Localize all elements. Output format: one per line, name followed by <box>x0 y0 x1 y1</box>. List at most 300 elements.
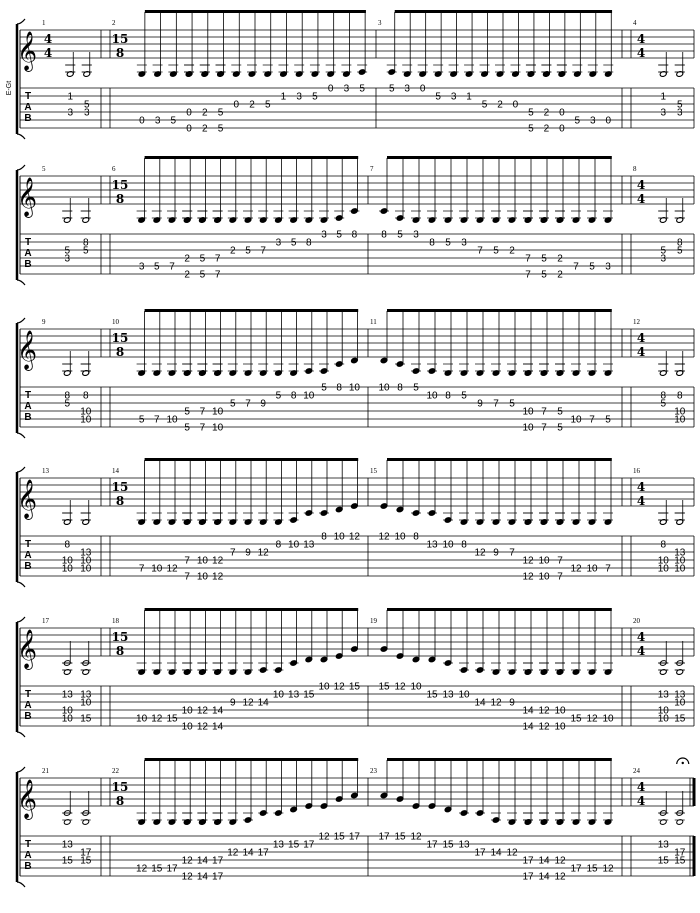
tab-clef-letter: T <box>24 839 32 850</box>
tab-fret-number: 9 <box>509 697 515 709</box>
tab-fret-number: 5 <box>528 123 534 135</box>
tab-fret-number: 12 <box>212 571 224 583</box>
tab-fret-number: 12 <box>196 705 208 717</box>
tab-fret-number: 3 <box>275 237 282 249</box>
tab-fret-number: 7 <box>199 422 206 434</box>
tab-fret-number: 0 <box>186 123 192 135</box>
tab-fret-number: 8 <box>82 237 89 249</box>
tab-fret-number: 17 <box>426 839 438 851</box>
tab-fret-number: 7 <box>245 398 251 410</box>
time-signature-top: 4 <box>636 331 646 345</box>
tab-fret-number: 5 <box>245 245 251 257</box>
measure-number: 11 <box>370 318 377 326</box>
treble-clef-icon: 𝄞 <box>16 479 38 519</box>
tab-fret-number: 8 <box>336 382 342 394</box>
tab-fret-number: 8 <box>429 237 435 249</box>
time-signature-top: 4 <box>636 480 646 494</box>
time-signature-top: 15 <box>111 480 129 494</box>
tab-fret-number: 13 <box>442 689 454 701</box>
tab-fret-number: 8 <box>413 531 419 543</box>
tab-fret-number: 15 <box>586 863 598 875</box>
measure-15 <box>370 458 613 583</box>
tab-clef-letter: T <box>24 539 32 550</box>
tab-clef-letter: T <box>24 91 32 102</box>
tab-fret-number: 15 <box>674 713 686 725</box>
measure-number: 10 <box>112 318 119 326</box>
tab-fret-number: 7 <box>557 571 563 583</box>
tab-fret-number: 5 <box>275 390 282 402</box>
tab-fret-number: 14 <box>490 847 502 859</box>
tab-fret-number: 17 <box>522 855 534 867</box>
tab-fret-number: 10 <box>554 705 566 717</box>
measure-number: 4 <box>633 19 637 27</box>
tab-fret-number: 5 <box>541 253 547 265</box>
measure-13 <box>42 467 92 575</box>
tab-fret-number: 8 <box>82 390 89 402</box>
tab-fret-number: 2 <box>202 123 208 135</box>
system-5 <box>17 608 694 737</box>
tab-fret-number: 14 <box>242 847 254 859</box>
measure-18 <box>112 608 361 733</box>
time-signature-top: 15 <box>111 630 129 644</box>
tab-fret-number: 5 <box>359 83 365 95</box>
measure-number: 15 <box>370 467 377 475</box>
tab-fret-number: 14 <box>522 705 534 717</box>
time-signature-bottom: 4 <box>636 794 646 808</box>
measure-number: 19 <box>370 617 377 625</box>
tab-fret-number: 13 <box>61 839 73 851</box>
measure-number: 21 <box>42 767 49 775</box>
measure-number: 24 <box>633 767 640 775</box>
tab-fret-number: 3 <box>343 83 350 95</box>
tab-fret-number: 7 <box>605 563 611 575</box>
measure-7 <box>370 156 613 281</box>
measure-14 <box>112 458 361 583</box>
tab-fret-number: 12 <box>538 705 550 717</box>
tab-fret-number: 10 <box>348 382 360 394</box>
tab-fret-number: 3 <box>605 261 611 273</box>
tab-fret-number: 12 <box>378 531 390 543</box>
tab-fret-number: 7 <box>541 406 547 418</box>
tab-fret-number: 7 <box>214 253 221 265</box>
tab-fret-number: 12 <box>522 555 534 567</box>
tab-fret-number: 3 <box>321 229 327 241</box>
tab-fret-number: 10 <box>288 539 300 551</box>
tab-fret-number: 15 <box>333 831 345 843</box>
tab-fret-number: 17 <box>212 871 224 883</box>
tab-fret-number: 2 <box>184 269 190 281</box>
tab-fret-number: 5 <box>170 115 177 127</box>
measure-number: 6 <box>112 165 116 173</box>
tab-fret-number: 10 <box>61 705 73 717</box>
tab-fret-number: 5 <box>605 414 611 426</box>
tab-fret-number: 17 <box>212 855 224 867</box>
tab-fret-number: 17 <box>474 847 486 859</box>
measure-9 <box>42 318 92 426</box>
tab-fret-number: 12 <box>602 863 614 875</box>
time-signature-bottom: 4 <box>636 644 646 658</box>
tab-fret-number: 3 <box>404 83 410 95</box>
bracket-hook-bottom <box>17 732 25 737</box>
tab-fret-number: 17 <box>166 863 178 875</box>
tab-fret-number: 5 <box>574 115 581 127</box>
beam <box>145 156 359 159</box>
tab-fret-number: 10 <box>212 406 224 418</box>
tab-fret-number: 12 <box>410 831 422 843</box>
tab-fret-number: 13 <box>674 547 686 559</box>
tab-fret-number: 5 <box>388 83 395 95</box>
tab-fret-number: 5 <box>528 107 534 119</box>
measure-17 <box>42 617 92 725</box>
bracket-hook-bottom <box>17 433 25 438</box>
tab-fret-number: 10 <box>657 713 669 725</box>
tab-fret-number: 5 <box>435 91 441 103</box>
tab-fret-number: 10 <box>80 406 92 418</box>
system-3 <box>17 309 694 438</box>
tab-fret-number: 12 <box>474 547 486 559</box>
measure-number: 18 <box>112 617 119 625</box>
instrument-label: E-Gt <box>6 80 13 96</box>
tab-fret-number: 10 <box>181 705 193 717</box>
tab-fret-number: 12 <box>196 721 208 733</box>
tab-fret-number: 17 <box>570 863 582 875</box>
tab-fret-number: 7 <box>509 547 515 559</box>
tab-fret-number: 8 <box>397 382 403 394</box>
tab-fret-number: 0 <box>233 99 240 111</box>
tab-fret-number: 10 <box>212 422 224 434</box>
tab-fret-number: 7 <box>154 414 160 426</box>
tab-fret-number: 10 <box>136 713 148 725</box>
tab-fret-number: 3 <box>83 107 90 119</box>
tab-fret-number: 14 <box>196 855 208 867</box>
tab-clef-letter: A <box>24 102 32 113</box>
tab-fret-number: 0 <box>559 107 565 119</box>
tab-fret-number: 17 <box>80 847 92 859</box>
tab-fret-number: 0 <box>559 123 565 135</box>
tab-fret-number: 5 <box>64 245 71 257</box>
measure-5 <box>42 165 91 265</box>
tab-fret-number: 8 <box>461 539 467 551</box>
tab-fret-number: 8 <box>445 390 451 402</box>
tab-fret-number: 10 <box>586 563 598 575</box>
tab-clef-letter: A <box>24 401 32 412</box>
treble-clef-icon: 𝄞 <box>16 177 38 217</box>
tab-fret-number: 3 <box>450 91 457 103</box>
tab-fret-number: 15 <box>348 681 360 693</box>
bracket-hook-top <box>17 318 25 323</box>
bracket-hook-bottom <box>17 582 25 587</box>
tab-fret-number: 14 <box>538 871 550 883</box>
tab-fret-number: 9 <box>230 697 236 709</box>
tab-fret-number: 5 <box>541 269 547 281</box>
tab-fret-number: 5 <box>83 99 90 111</box>
tab-fret-number: 13 <box>288 689 300 701</box>
measure-number: 12 <box>633 318 640 326</box>
tab-fret-number: 10 <box>426 390 438 402</box>
tab-fret-number: 10 <box>657 705 669 717</box>
tab-clef-letter: A <box>24 550 32 561</box>
tab-fret-number: 13 <box>80 689 92 701</box>
bracket-hook-bottom <box>17 134 25 139</box>
beam <box>387 309 612 312</box>
tab-fret-number: 10 <box>272 689 284 701</box>
tab-fret-number: 10 <box>378 382 390 394</box>
tab-fret-number: 13 <box>272 839 284 851</box>
tab-fret-number: 8 <box>306 237 312 249</box>
tab-fret-number: 10 <box>538 571 550 583</box>
measure-16 <box>633 467 686 575</box>
tab-clef-letter: B <box>24 412 32 423</box>
measure-12 <box>633 318 686 426</box>
tab-fret-number: 10 <box>522 422 534 434</box>
tab-fret-number: 5 <box>138 414 145 426</box>
system-2 <box>17 156 694 285</box>
tab-fret-number: 7 <box>184 571 190 583</box>
tab-fret-number: 7 <box>169 261 175 273</box>
tab-fret-number: 8 <box>676 390 683 402</box>
tab-fret-number: 15 <box>80 855 92 867</box>
time-signature-top: 15 <box>111 331 129 345</box>
fermata-dot <box>682 762 684 764</box>
measure-number: 13 <box>42 467 49 475</box>
time-signature-bottom: 4 <box>636 192 646 206</box>
tab-fret-number: 10 <box>80 563 92 575</box>
tab-clef-letter: B <box>24 711 32 722</box>
tab-fret-number: 2 <box>509 245 515 257</box>
tab-clef-letter: B <box>24 113 32 124</box>
tab-fret-number: 5 <box>217 107 224 119</box>
tab-fret-number: 10 <box>80 414 92 426</box>
tab-clef-letter: A <box>24 700 32 711</box>
tab-fret-number: 8 <box>676 237 683 249</box>
tab-fret-number: 5 <box>199 253 206 265</box>
bracket-hook-bottom <box>17 280 25 285</box>
tab-fret-number: 8 <box>290 390 297 402</box>
tab-fret-number: 9 <box>260 398 266 410</box>
tab-fret-number: 3 <box>413 229 419 241</box>
measure-number: 7 <box>370 165 374 173</box>
time-signature-top: 15 <box>111 178 129 192</box>
tab-fret-number: 10 <box>61 555 73 567</box>
tab-fret-number: 2 <box>557 253 563 265</box>
tab-fret-number: 3 <box>461 237 467 249</box>
beam <box>395 10 612 13</box>
tab-fret-number: 5 <box>321 382 327 394</box>
measure-number: 16 <box>633 467 640 475</box>
tab-fret-number: 12 <box>242 697 254 709</box>
bracket-hook-top <box>17 617 25 622</box>
tab-fret-number: 5 <box>336 229 342 241</box>
tab-fret-number: 10 <box>196 571 208 583</box>
treble-clef-icon: 𝄞 <box>16 31 38 71</box>
tab-fret-number: 12 <box>490 697 502 709</box>
tab-fret-number: 12 <box>227 847 239 859</box>
tab-fret-number: 15 <box>394 831 406 843</box>
tab-fret-number: 5 <box>184 406 190 418</box>
measure-24 <box>633 758 689 867</box>
measure-number: 22 <box>112 767 119 775</box>
tab-fret-number: 10 <box>674 555 686 567</box>
tab-fret-number: 12 <box>506 847 518 859</box>
measure-6 <box>112 156 360 281</box>
tab-fret-number: 7 <box>214 269 221 281</box>
time-signature-bottom: 8 <box>115 644 125 658</box>
tab-fret-number: 5 <box>64 398 71 410</box>
tab-fret-number: 15 <box>303 689 315 701</box>
time-signature-top: 4 <box>636 178 646 192</box>
tab-fret-number: 3 <box>138 261 145 273</box>
tab-fret-number: 13 <box>458 839 470 851</box>
system-4 <box>17 458 694 587</box>
tab-fret-number: 8 <box>351 229 358 241</box>
tab-fret-number: 1 <box>660 91 667 103</box>
beam <box>145 758 359 761</box>
measure-10 <box>112 309 361 434</box>
measure-number: 1 <box>42 19 46 27</box>
beam <box>387 156 612 159</box>
tab-fret-number: 10 <box>61 563 73 575</box>
time-signature-top: 4 <box>636 630 646 644</box>
bracket-hook-top <box>17 165 25 170</box>
tab-fret-number: 17 <box>674 847 686 859</box>
tab-fret-number: 12 <box>570 563 582 575</box>
tab-fret-number: 3 <box>67 107 74 119</box>
tab-fret-number: 10 <box>674 697 686 709</box>
measure-number: 5 <box>42 165 46 173</box>
tab-fret-number: 2 <box>543 107 550 119</box>
tab-fret-number: 15 <box>166 713 178 725</box>
tab-fret-number: 7 <box>573 261 579 273</box>
tab-fret-number: 3 <box>154 115 161 127</box>
tab-fret-number: 14 <box>538 855 550 867</box>
tab-fret-number: 17 <box>303 839 315 851</box>
tab-fret-number: 8 <box>660 390 667 402</box>
beam <box>387 608 612 611</box>
tab-fret-number: 10 <box>458 689 470 701</box>
tab-fret-number: 5 <box>461 390 467 402</box>
tab-fret-number: 10 <box>657 555 669 567</box>
tab-fret-number: 12 <box>212 555 224 567</box>
tab-fret-number: 0 <box>512 99 519 111</box>
tab-fret-number: 15 <box>674 855 686 867</box>
beam <box>145 458 359 461</box>
time-signature-bottom: 4 <box>43 46 53 60</box>
tab-fret-number: 13 <box>61 689 73 701</box>
measure-3 <box>378 10 613 135</box>
tab-fret-number: 13 <box>657 689 669 701</box>
tab-fret-number: 13 <box>674 689 686 701</box>
tab-fret-number: 5 <box>557 422 563 434</box>
tab-fret-number: 8 <box>381 229 387 241</box>
tab-fret-number: 13 <box>657 839 669 851</box>
tab-clef-letter: B <box>24 259 32 270</box>
tab-fret-number: 14 <box>257 697 269 709</box>
tab-fret-number: 0 <box>419 83 426 95</box>
tab-fret-number: 12 <box>166 563 178 575</box>
time-signature-top: 15 <box>111 780 129 794</box>
tab-fret-number: 15 <box>378 681 390 693</box>
measure-number: 9 <box>42 318 46 326</box>
tab-fret-number: 14 <box>522 721 534 733</box>
time-signature-bottom: 8 <box>115 46 125 60</box>
tab-fret-number: 2 <box>557 269 563 281</box>
tab-fret-number: 12 <box>554 855 566 867</box>
tab-fret-number: 3 <box>660 107 667 119</box>
tab-fret-number: 10 <box>303 390 315 402</box>
tab-fret-number: 10 <box>410 681 422 693</box>
tab-fret-number: 5 <box>217 123 224 135</box>
bracket-hook-top <box>17 467 25 472</box>
tab-clef-letter: B <box>24 861 32 872</box>
tab-fret-number: 14 <box>212 721 224 733</box>
tab-fret-number: 2 <box>543 123 550 135</box>
time-signature-bottom: 4 <box>636 46 646 60</box>
tab-fret-number: 17 <box>378 831 390 843</box>
bracket-hook-top <box>17 767 25 772</box>
tab-fret-number: 5 <box>264 99 271 111</box>
tab-fret-number: 10 <box>61 713 73 725</box>
tab-fret-number: 10 <box>80 555 92 567</box>
tab-fret-number: 9 <box>493 547 499 559</box>
treble-clef-icon: 𝄞 <box>16 330 38 370</box>
tab-fret-number: 12 <box>333 681 345 693</box>
tab-fret-number: 10 <box>394 531 406 543</box>
tab-fret-number: 7 <box>184 555 190 567</box>
treble-clef-icon: 𝄞 <box>16 629 38 669</box>
time-signature-top: 4 <box>636 780 646 794</box>
tab-fret-number: 12 <box>318 831 330 843</box>
tab-fret-number: 8 <box>660 539 667 551</box>
tab-fret-number: 12 <box>554 871 566 883</box>
tab-fret-number: 14 <box>212 705 224 717</box>
tab-fret-number: 12 <box>586 713 598 725</box>
tab-fret-number: 7 <box>541 422 547 434</box>
measure-8 <box>633 165 685 265</box>
tab-fret-number: 12 <box>136 863 148 875</box>
measure-number: 14 <box>112 467 119 475</box>
tab-fret-number: 7 <box>493 398 499 410</box>
measure-23 <box>370 758 614 883</box>
measure-2 <box>112 10 367 135</box>
tab-fret-number: 5 <box>397 229 403 241</box>
tab-fret-number: 10 <box>674 414 686 426</box>
tab-fret-number: 7 <box>138 563 145 575</box>
tab-fret-number: 5 <box>413 382 419 394</box>
tab-fret-number: 5 <box>557 406 563 418</box>
tab-fret-number: 5 <box>230 398 236 410</box>
system-1 <box>17 10 694 139</box>
tab-fret-number: 2 <box>249 99 255 111</box>
tab-fret-number: 1 <box>280 91 287 103</box>
tab-fret-number: 10 <box>318 681 330 693</box>
tab-fret-number: 7 <box>230 547 236 559</box>
tab-fret-number: 0 <box>605 115 612 127</box>
system-6 <box>17 758 694 887</box>
tab-fret-number: 3 <box>590 115 596 127</box>
measure-4 <box>633 19 685 119</box>
time-signature-top: 4 <box>43 32 53 46</box>
tab-clef-letter: T <box>24 390 32 401</box>
measure-20 <box>633 617 686 725</box>
tab-fret-number: 12 <box>151 713 163 725</box>
tab-fret-number: 5 <box>445 237 451 249</box>
tab-fret-number: 10 <box>602 713 614 725</box>
measure-11 <box>370 309 613 434</box>
tab-fret-number: 17 <box>257 847 269 859</box>
tab-fret-number: 10 <box>196 555 208 567</box>
time-signature-bottom: 8 <box>115 192 125 206</box>
tab-fret-number: 5 <box>676 99 683 111</box>
